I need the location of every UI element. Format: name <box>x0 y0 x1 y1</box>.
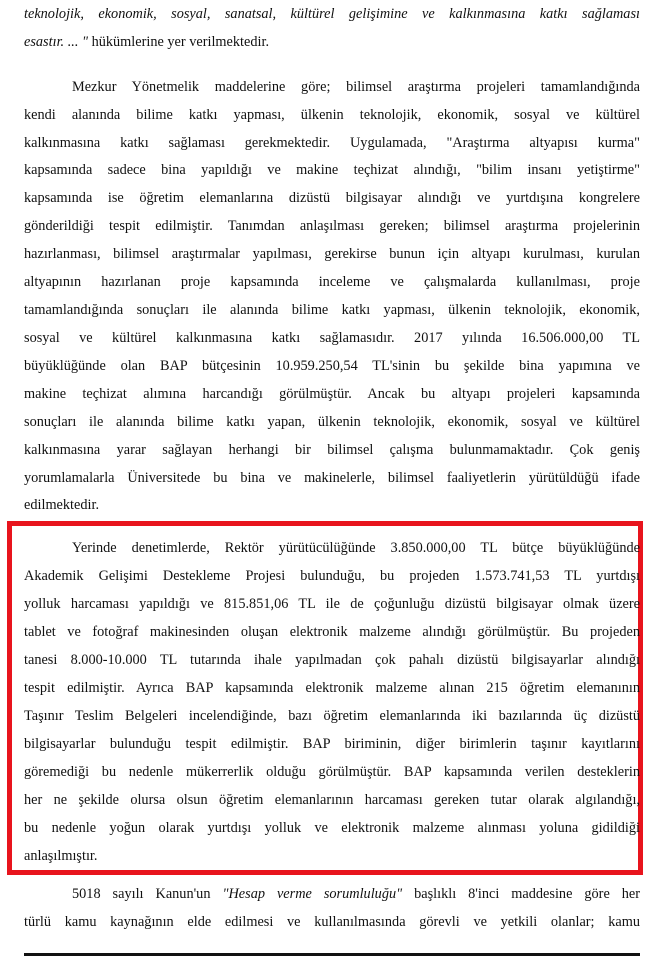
footer-rule <box>24 953 640 956</box>
highlighted-line-6: tespit edilmiştir. Ayrıca BAP kapsamında elektronik malzeme alınan 215 öğretim elemanının <box>24 680 640 696</box>
paragraph-2-line-2: kendi alanında bilime katkı yapması, ülkenin teknolojik, ekonomik, sosyal ve kültürel <box>24 107 640 123</box>
paragraph-1-line-2 <box>24 34 640 51</box>
highlighted-line-9: göremediği bu nedenle mükerrerlik olduğu görülmüştür. BAP kapsamında verilen desteklerin <box>24 764 640 780</box>
paragraph-2-line-15: yorumlamalarla Üniversitede bu bina ve makinelerle, bilimsel faaliyetlerin yürütüldüğü ifade <box>24 470 640 486</box>
highlighted-line-1: Yerinde denetimlerde, Rektör yürütücülüğünde 3.850.000,00 TL bütçe büyüklüğünde <box>72 540 640 556</box>
highlighted-line-8: bilgisayarlar bulunduğu tespit edilmiştir. BAP biriminin, diğer birimlerin taşınır kayıtlarını <box>24 736 640 752</box>
paragraph-2-line-9: tamamlandığında sonuçları ile alanında bilime katkı yapması, ülkenin teknolojik, ekonomik, <box>24 302 640 318</box>
paragraph-4-line-1 <box>72 886 640 903</box>
paragraph-4-line-2: türlü kamu kaynağının elde edilmesi ve kullanılmasında görevli ve yetkili olanlar; kamu <box>24 914 640 930</box>
paragraph-4-line-1-italic: "Hesap verme sorumluluğu" <box>222 886 403 902</box>
highlighted-line-4: tablet ve fotoğraf makinesinden oluşan elektronik malzeme alındığı görülmüştür. Bu projeden <box>24 624 640 640</box>
paragraph-1-line-2-italic: esastır. ... " <box>24 34 88 50</box>
paragraph-2-line-4: kapsamında sadece bina yapıldığı ve makine teçhizat alındığı, "bilim insanı yetiştirme" <box>24 162 640 178</box>
highlighted-line-11: bu nedenle yoğun olarak yurtdışı yolluk ve elektronik malzeme alınması yoluna gidildiği <box>24 820 640 836</box>
paragraph-2-line-16: edilmektedir. <box>24 497 100 513</box>
highlighted-line-7: Taşınır Teslim Belgeleri incelendiğinde, bazı öğretim elemanlarında iki bazılarında üç dizüstü <box>24 708 640 724</box>
paragraph-4-line-1-b: başlıklı 8'inci maddesine göre her <box>402 886 641 902</box>
paragraph-2-line-14: kalkınmasına yarar sağlayan herhangi bir bilimsel çalışma bulunmamaktadır. Çok geniş <box>24 442 640 458</box>
paragraph-4-line-1-a: 5018 sayılı Kanun'un <box>72 886 223 902</box>
paragraph-2-line-8: altyapının hazırlanan proje kapsamında inceleme ve çalışmalarda kullanılması, proje <box>24 274 640 290</box>
paragraph-2-line-5: kapsamında ise öğretim elemanlarına dizüstü bilgisayar alındığı ve yurtdışına kongrelere <box>24 190 640 206</box>
paragraph-2-line-6: gönderildiği tespit edilmiştir. Tanımdan anlaşılması gereken; bilimsel araştırma projelerinin <box>24 218 640 234</box>
highlighted-line-12: anlaşılmıştır. <box>24 848 98 864</box>
paragraph-2-line-12: makine teçhizat alımına harcandığı görülmüştür. Ancak bu altyapı projeleri kapsamında <box>24 386 640 402</box>
paragraph-2-line-1: Mezkur Yönetmelik maddelerine göre; bilimsel araştırma projeleri tamamlandığında <box>72 79 640 95</box>
paragraph-1-line-1: teknolojik, ekonomik, sosyal, sanatsal, kültürel gelişimine ve kalkınmasına katkı sağlaması <box>24 6 640 22</box>
paragraph-2-line-7: hazırlanması, bilimsel araştırmalar yapılması, gerekirse bunun için altyapı kurulması, kurulan <box>24 246 640 262</box>
highlighted-line-3: yolluk harcaması yapıldığı ve 815.851,06 TL ile de çoğunluğu dizüstü bilgisayar olmak üzere <box>24 596 640 612</box>
paragraph-1-line-2-rest: hükümlerine yer verilmektedir. <box>88 34 270 50</box>
highlighted-line-5: tanesi 8.000-10.000 TL tutarında ihale yapılmadan çok pahalı dizüstü bilgisayarlar alındığı <box>24 652 640 668</box>
highlighted-line-10: her ne şekilde olursa olsun öğretim elemanlarının harcaması gereken tutar olarak algılandığı, <box>24 792 640 808</box>
highlighted-line-2: Akademik Gelişimi Destekleme Projesi bulunduğu, bu projeden 1.573.741,53 TL yurtdışı <box>24 568 640 584</box>
paragraph-2-line-11: büyüklüğünde olan BAP bütçesinin 10.959.250,54 TL'sinin bu şekilde bina yapımına ve <box>24 358 640 374</box>
paragraph-2-line-10: sosyal ve kültürel kalkınmasına katkı sağlamasıdır. 2017 yılında 16.506.000,00 TL <box>24 330 640 346</box>
paragraph-2-line-13: sonuçları ile alanında bilime katkı yapan, ülkenin teknolojik, ekonomik, sosyal ve kültürel <box>24 414 640 430</box>
paragraph-2-line-3: kalkınmasına katkı sağlaması gerekmektedir. Uygulamada, "Araştırma altyapısı kurma" <box>24 135 640 151</box>
